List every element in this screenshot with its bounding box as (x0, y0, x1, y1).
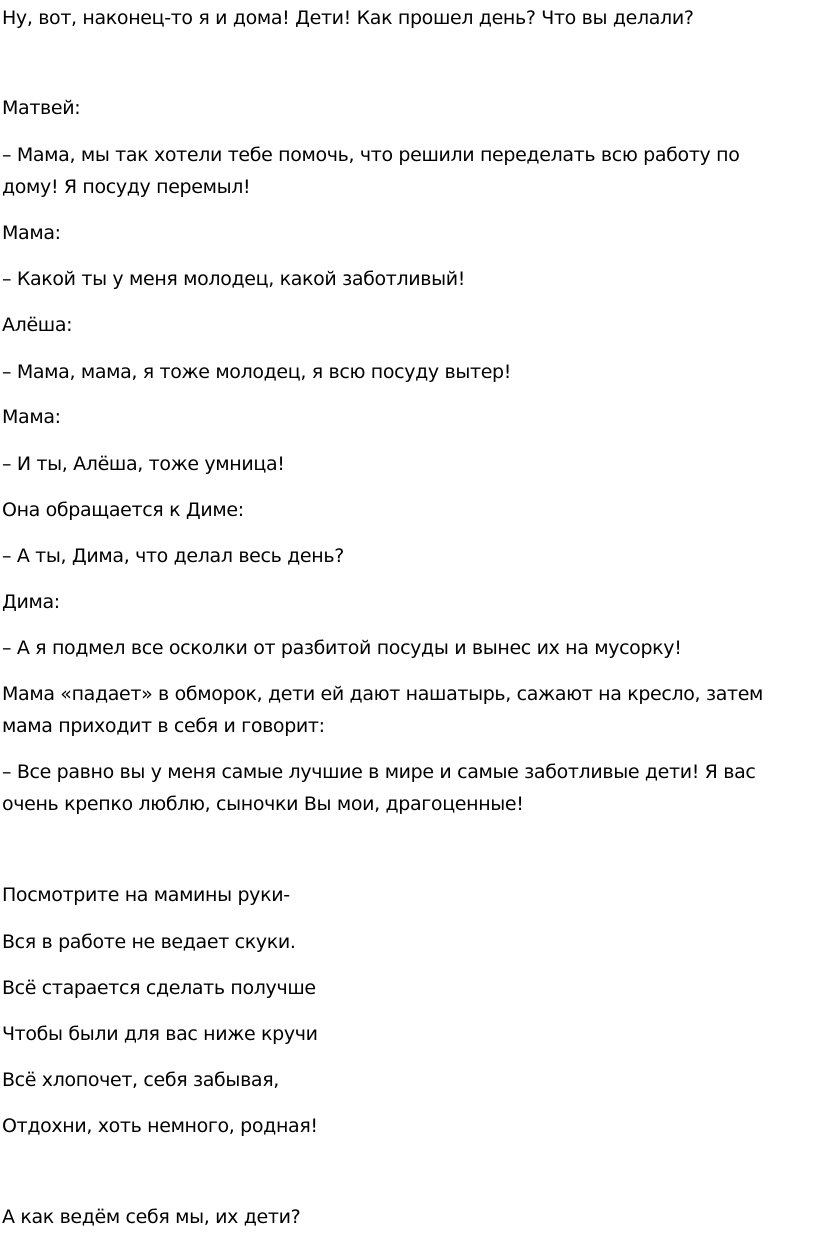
text-line: – А ты, Дима, что делал весь день? (2, 545, 344, 567)
poem-line: Отдохни, хоть немного, родная! (2, 1115, 318, 1137)
text-line: Она обращается к Диме: (2, 499, 244, 521)
text-line: – Какой ты у меня молодец, какой заботливый! (2, 268, 466, 290)
speaker-label: Дима: (2, 591, 60, 613)
text-line: – Все равно вы у меня самые лучшие в мире и самые заботливые дети! Я вас (2, 761, 756, 783)
speaker-label: Матвей: (2, 97, 81, 119)
text-line: А как ведём себя мы, их дети? (2, 1206, 301, 1228)
text-line: – А я подмел все осколки от разбитой посуды и вынес их на мусорку! (2, 637, 682, 659)
text-line: очень крепко люблю, сыночки Вы мои, драгоценные! (2, 793, 524, 815)
poem-line: Всё хлопочет, себя забывая, (2, 1069, 279, 1091)
poem-line: Посмотрите на мамины руки- (2, 884, 290, 906)
text-line: Мама «падает» в обморок, дети ей дают нашатырь, сажают на кресло, затем (2, 683, 764, 705)
text-line: мама приходит в себя и говорит: (2, 715, 325, 737)
speaker-label: Мама: (2, 406, 61, 428)
text-line: Ну, вот, наконец-то я и дома! Дети! Как прошел день? Что вы делали? (2, 7, 694, 29)
poem-line: Чтобы были для вас ниже кручи (2, 1023, 318, 1045)
speaker-label: Алёша: (2, 314, 73, 336)
poem-line: Всё старается сделать получше (2, 977, 316, 999)
text-line: – Мама, мы так хотели тебе помочь, что решили переделать всю работу по (2, 144, 740, 166)
text-line: – И ты, Алёша, тоже умница! (2, 453, 285, 475)
speaker-label: Мама: (2, 222, 61, 244)
text-line: дому! Я посуду перемыл! (2, 176, 251, 198)
poem-line: Вся в работе не ведает скуки. (2, 931, 296, 953)
text-line: – Мама, мама, я тоже молодец, я всю посуду вытер! (2, 361, 512, 383)
